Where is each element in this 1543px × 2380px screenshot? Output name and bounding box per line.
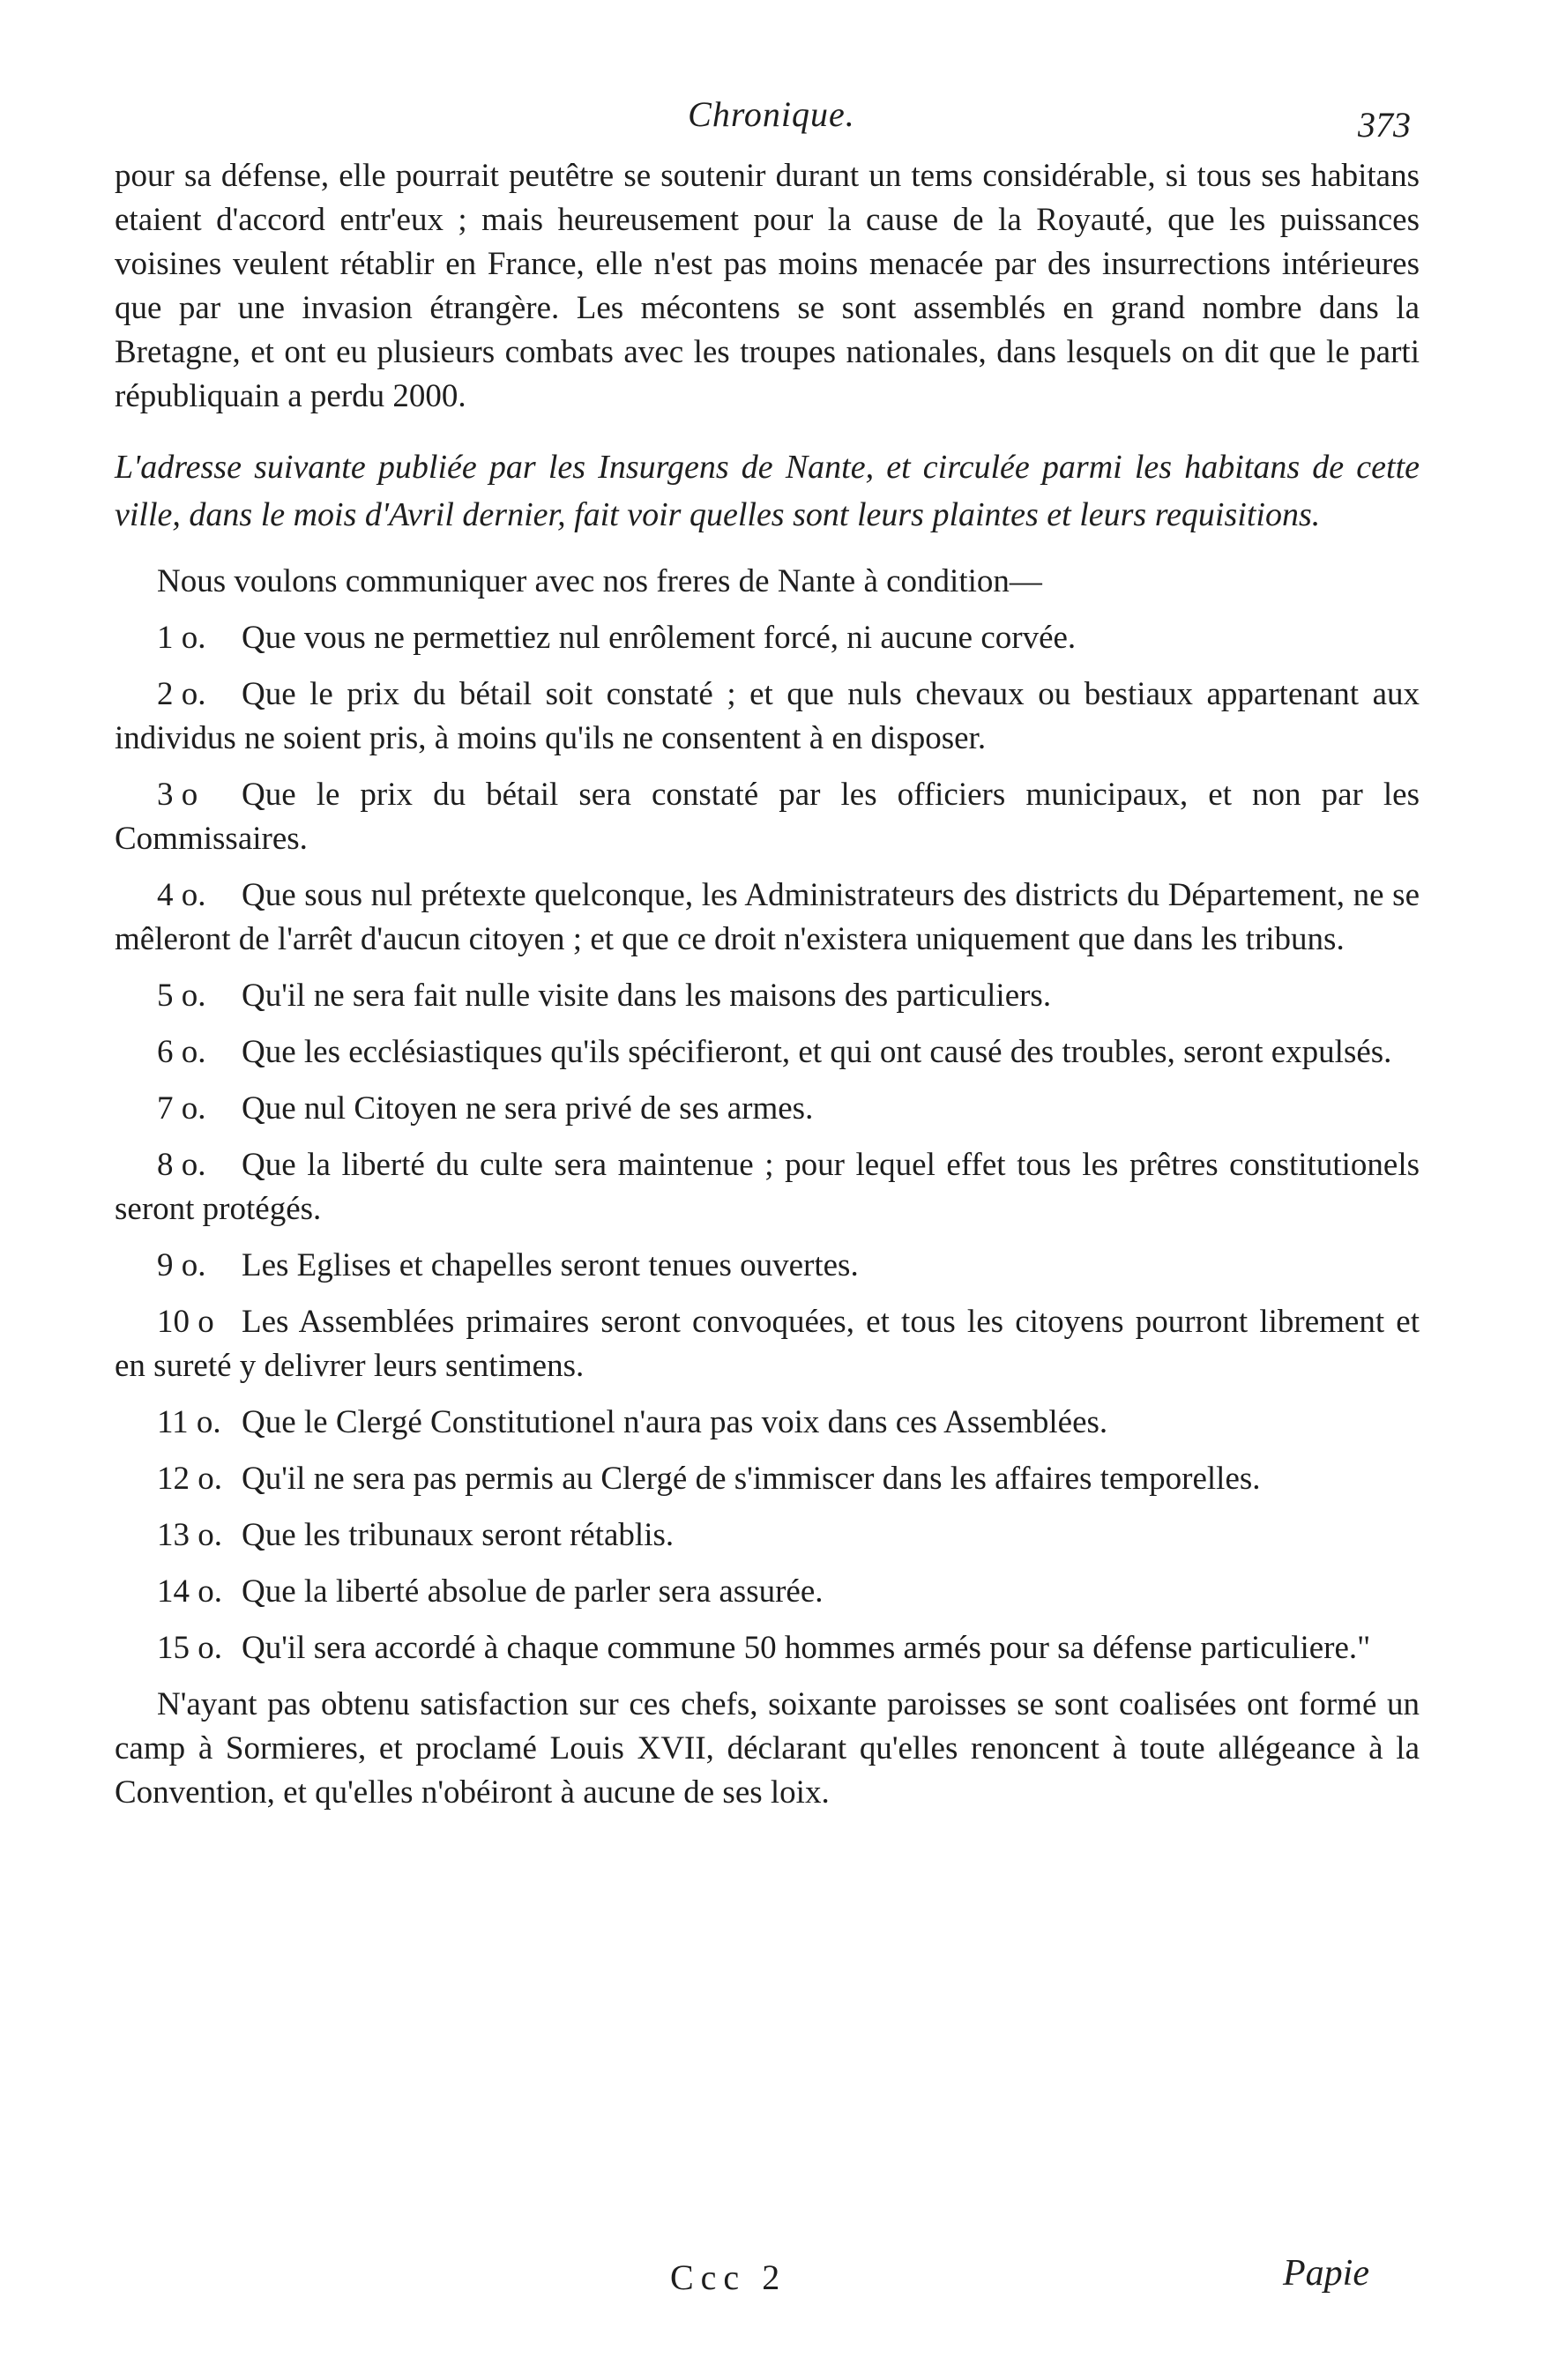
article-item [115,1244,1420,1288]
articles-list [115,616,1420,1670]
article-item [115,874,1420,962]
catchword: Papie [1283,2253,1369,2294]
article-text: Que la liberté du culte sera maintenue ; pour lequel effet tous les prêtres constitutionels seront protégés. [115,1147,1420,1227]
article-text: Les Assemblées primaires seront convoquées, et tous les citoyens pourront librement et en sureté y delivrer leurs sentimens. [115,1304,1420,1384]
article-text: Que le Clergé Constitutionel n'aura pas voix dans ces Assemblées. [242,1404,1108,1440]
article-number: 3 o [157,777,198,813]
article-text: Que vous ne permettiez nul enrôlement forcé, ni aucune corvée. [242,620,1077,656]
article-text: Que la liberté absolue de parler sera assurée. [242,1573,824,1610]
article-item [115,1457,1420,1501]
article-item [115,616,1420,660]
article-text: Que le prix du bétail sera constaté par les officiers municipaux, et non par les Commissaires. [115,777,1420,857]
article-text: Les Eglises et chapelles seront tenues ouvertes. [242,1247,859,1283]
closing-paragraph: N'ayant pas obtenu satisfaction sur ces chefs, soixante paroisses se sont coalisées ont formé un camp à Sormieres, et proclamé Louis XVII, déclarant qu'elles renoncent à toute allégeance à la Convention, et qu'elles n'obéiront à aucune de ses loix. [115,1686,1420,1811]
intro-paragraph: pour sa défense, elle pourrait peutêtre se soutenir durant un tems considérable, si tous ses habitans etaient d'accord entr'eux ; mais heureusement pour la cause de la Royauté, que les puissances voisines veulent rétablir en France, elle n'est pas moins menacée par des insurrections intérieures que par une invasion étrangère. Les mécontens se sont assemblés en grand nombre dans la Bretagne, et ont eu plusieurs combats avec les troupes nationales, dans lesquels on dit que le parti républiquain a perdu 2000. [115,158,1420,414]
article-text: Que sous nul prétexte quelconque, les Administrateurs des districts du Département, ne se mêleront de l'arrêt d'aucun citoyen ; et que ce droit n'existera uniquement que dans les tribuns. [115,877,1420,957]
article-item [115,1143,1420,1231]
article-item [115,1570,1420,1614]
address-heading: L'adresse suivante publiée par les Insurgens de Nante, et circulée parmi les habitans de cette ville, dans le mois d'Avril dernier, fait voir quelles sont leurs plaintes et leurs requisitions. [115,449,1420,533]
page-number: 373 [1358,105,1411,145]
article-number: 9 o. [157,1247,206,1283]
article-number: 14 o. [157,1573,222,1610]
article-text: Que les tribunaux seront rétablis. [242,1517,675,1553]
article-item [115,773,1420,861]
opening-line: Nous voulons communiquer avec nos freres de Nante à condition— [157,563,1042,599]
article-number: 6 o. [157,1034,206,1070]
article-item [115,673,1420,761]
article-text: Que nul Citoyen ne sera privé de ses armes. [242,1090,814,1127]
article-text: Que le prix du bétail soit constaté ; et que nuls chevaux ou bestiaux appartenant aux individus ne soient pris, à moins qu'ils ne consentent à en disposer. [115,676,1420,756]
article-item [115,1514,1420,1558]
article-number: 8 o. [157,1147,206,1183]
article-item [115,1401,1420,1445]
article-text: Qu'il ne sera fait nulle visite dans les maisons des particuliers. [242,978,1052,1014]
article-text: Que les ecclésiastiques qu'ils spécifieront, et qui ont causé des troubles, seront expulsés. [242,1034,1392,1070]
article-number: 15 o. [157,1630,222,1666]
article-number: 11 o. [157,1404,221,1440]
article-number: 4 o. [157,877,206,913]
article-number: 12 o. [157,1461,222,1497]
article-item [115,1030,1420,1075]
running-title: Chronique. [688,94,855,134]
article-number: 2 o. [157,676,206,712]
article-text: Qu'il sera accordé à chaque commune 50 hommes armés pour sa défense particuliere." [242,1630,1371,1666]
article-text: Qu'il ne sera pas permis au Clergé de s'immiscer dans les affaires temporelles. [242,1461,1261,1497]
article-number: 13 o. [157,1517,222,1553]
main-text [115,154,1420,1815]
signature-mark: Ccc 2 [670,2257,787,2297]
article-item [115,974,1420,1018]
article-item [115,1300,1420,1388]
article-item [115,1626,1420,1670]
article-item [115,1087,1420,1131]
article-number: 1 o. [157,620,206,656]
article-number: 5 o. [157,978,206,1014]
article-number: 10 o [157,1304,214,1340]
article-number: 7 o. [157,1090,206,1127]
